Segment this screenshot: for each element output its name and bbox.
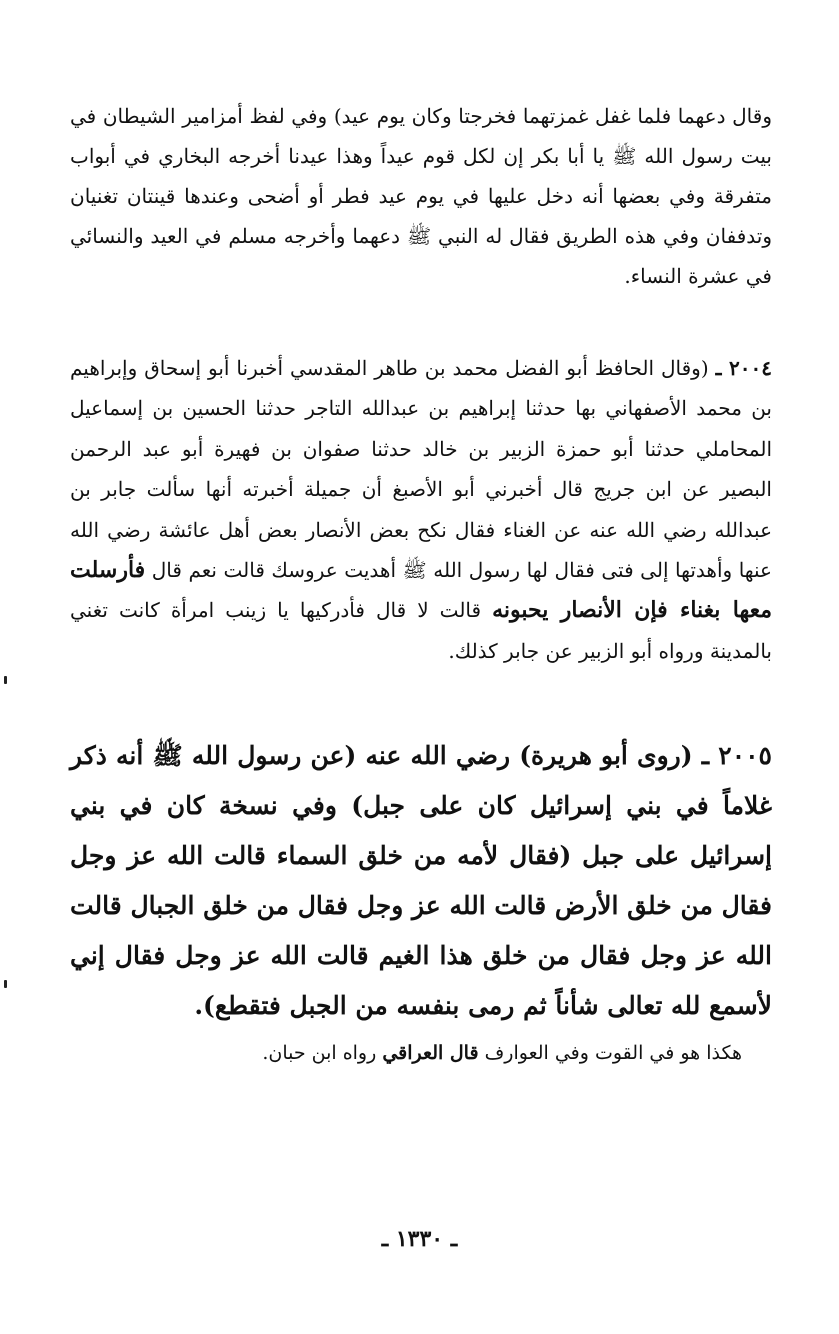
hadith-number: ٢٠٠٤ ـ — [715, 356, 773, 380]
note-emphasis: قال العراقي — [382, 1042, 479, 1065]
paragraph-text: وقال دعهما فلما غفل غمزتهما فخرجتا وكان يوم عيد) وفي لفظ أمزامير الشيطان في بيت رسول الله ﷺ يا أبا بكر إن لكل قوم عيداً وهذا عيدنا أخرجه البخاري في أبواب متفرقة وفي بعضها أنه دخل عليها في يوم عيد فطر أو أضحى وعندها قينتان تغنيان وتدففان وفي هذه الطريق فقال له النبي ﷺ دعهما وأخرجه مسلم في العيد والنسائي في عشرة النساء. — [70, 104, 772, 288]
hadith-text: (وقال الحافظ أبو الفضل محمد بن طاهر المقدسي أخبرنا أبو إسحاق وإبراهيم بن محمد الأصفهاني بها حدثنا إبراهيم بن عبدالله التاجر حدثنا الحسين بن إسماعيل المحاملي حدثنا أبو حمزة الزبير بن خالد حدثنا صفوان بن فهيرة أبو عبد الرحمن البصير عن ابن جريج قال أخبرني أبو الأصبغ أن جميلة أخبرته أنها سألت جابر بن عبدالله رضي الله عنه عن الغناء فقال نكح بعض الأنصار بعض أهل عائشة رضي الله عنها وأهدتها إلى فتى فقال لها رسول الله ﷺ أهديت عروسك قالت نعم قال — [70, 356, 772, 583]
paragraph-continuation — [70, 96, 772, 296]
hadith-emphasis: فأرسلت معها بغناء فإن الأنصار يحبونه — [70, 557, 772, 624]
scan-mark — [4, 980, 7, 988]
hadith-number: ٢٠٠٥ ـ — [701, 741, 772, 771]
hadith-2004 — [70, 348, 772, 671]
hadith-text-end: قالت لا قال فأدركيها يا زينب امرأة كانت تغني بالمدينة ورواه أبو الزبير عن جابر كذلك. — [70, 598, 772, 663]
page-number: ـ ١٣٣٠ ـ — [381, 1226, 458, 1252]
hadith-2005 — [70, 731, 772, 1031]
commentary-note — [70, 1037, 742, 1069]
scan-mark — [4, 676, 7, 684]
note-text: هكذا هو في القوت وفي العوارف — [484, 1042, 742, 1065]
page-body — [70, 96, 772, 1069]
note-text-end: رواه ابن حبان. — [262, 1042, 377, 1065]
hadith-text: (روى أبو هريرة) رضي الله عنه (عن رسول الله ﷺ أنه ذكر غلاماً في بني إسرائيل كان على جبل) وفي نسخة كان في بني إسرائيل على جبل (فقال لأمه من خلق السماء قالت الله عز وجل فقال من خلق الأرض قالت الله عز وجل فقال من خلق الجبال قالت الله عز وجل فقال من خلق هذا الغيم قالت الله عز وجل فقال إني لأسمع لله تعالى شأناً ثم رمى بنفسه من الجبل فتقطع). — [70, 741, 772, 1021]
